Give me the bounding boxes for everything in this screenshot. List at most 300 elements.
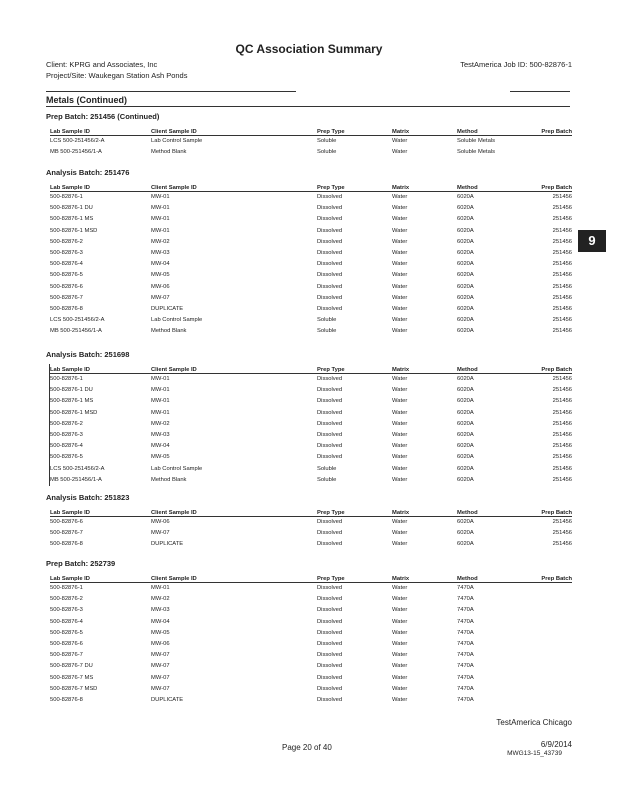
table-cell: 7470A bbox=[457, 596, 474, 603]
table-cell: 500-82876-8 bbox=[50, 697, 83, 704]
table-row bbox=[50, 452, 572, 463]
table-cell: 500-82876-1 MS bbox=[50, 398, 94, 405]
table-cell: 7470A bbox=[457, 663, 474, 670]
table-cell: Dissolved bbox=[317, 607, 343, 614]
table-cell: Dissolved bbox=[317, 596, 343, 603]
table-cell: 500-82876-6 bbox=[50, 283, 83, 290]
table-cell: MW-01 bbox=[151, 398, 170, 405]
table-cell: Soluble bbox=[317, 138, 337, 144]
footer-doc-id: MWG13-15_43739 bbox=[507, 750, 562, 757]
table-left-border bbox=[49, 364, 50, 486]
batch-title: Analysis Batch: 251476 bbox=[46, 168, 130, 177]
table-row bbox=[50, 594, 572, 605]
table-row bbox=[50, 441, 572, 452]
table-cell: 251456 bbox=[552, 328, 572, 335]
table-cell: 6020A bbox=[457, 465, 474, 472]
table-row bbox=[50, 237, 572, 248]
table-cell: 251456 bbox=[552, 317, 572, 324]
table-cell bbox=[517, 695, 572, 706]
table-cell: Dissolved bbox=[317, 432, 343, 439]
table-cell: Dissolved bbox=[317, 294, 343, 301]
column-header: Prep Type bbox=[317, 572, 392, 583]
table-cell: MW-03 bbox=[151, 607, 170, 614]
table-cell: Soluble bbox=[317, 317, 337, 324]
table-cell: Water bbox=[392, 283, 408, 290]
table-cell: 251456 bbox=[552, 420, 572, 427]
table-cell: Water bbox=[392, 585, 408, 591]
table-row bbox=[50, 430, 572, 441]
table-cell: 500-82876-2 bbox=[50, 420, 83, 427]
section-divider bbox=[46, 106, 570, 107]
table-cell: 251456 bbox=[552, 227, 572, 234]
table-cell: 6020A bbox=[457, 194, 474, 200]
table-row bbox=[50, 136, 572, 148]
table-cell: Dissolved bbox=[317, 216, 343, 223]
table-cell: MW-04 bbox=[151, 261, 170, 268]
table-cell: Water bbox=[392, 238, 408, 245]
table-cell: 6020A bbox=[457, 398, 474, 405]
client-name: Client: KPRG and Associates, Inc bbox=[46, 60, 158, 69]
table-cell: Lab Control Sample bbox=[151, 465, 203, 472]
table-cell: Lab Control Sample bbox=[151, 317, 203, 324]
table-cell: 500-82876-4 bbox=[50, 618, 83, 625]
table-cell: Water bbox=[392, 409, 408, 416]
column-header: Matrix bbox=[392, 125, 457, 136]
table-cell: Water bbox=[392, 250, 408, 257]
table-cell: 251456 bbox=[552, 465, 572, 472]
table-cell: 251456 bbox=[552, 443, 572, 450]
table-cell: Water bbox=[392, 420, 408, 427]
table-cell: 6020A bbox=[457, 420, 474, 427]
column-header: Method bbox=[457, 572, 517, 583]
column-header: Matrix bbox=[392, 506, 457, 517]
table-cell: 500-82876-2 bbox=[50, 238, 83, 245]
table-row bbox=[50, 528, 572, 539]
column-header: Method bbox=[457, 506, 517, 517]
table-cell: Water bbox=[392, 519, 408, 525]
table-cell: Dissolved bbox=[317, 663, 343, 670]
table-cell: 6020A bbox=[457, 317, 474, 324]
table-cell: Water bbox=[392, 306, 408, 313]
table-cell: MW-06 bbox=[151, 641, 170, 648]
table-cell: 500-82876-7 DU bbox=[50, 663, 93, 670]
table-row bbox=[50, 259, 572, 270]
table-cell: Water bbox=[392, 294, 408, 301]
table-cell: 500-82876-8 bbox=[50, 306, 83, 313]
table-cell: Dissolved bbox=[317, 250, 343, 257]
table-cell: 251456 bbox=[552, 216, 572, 223]
table-cell: Dissolved bbox=[317, 283, 343, 290]
table-cell: 251456 bbox=[552, 432, 572, 439]
table-cell: Water bbox=[392, 205, 408, 212]
table-cell: MW-07 bbox=[151, 530, 170, 537]
table-cell: MW-02 bbox=[151, 420, 170, 427]
table-cell: Water bbox=[392, 194, 408, 200]
table-cell: Water bbox=[392, 149, 408, 156]
column-header: Prep Type bbox=[317, 506, 392, 517]
table-cell: Water bbox=[392, 454, 408, 461]
table-cell: Dissolved bbox=[317, 420, 343, 427]
table-cell: 6020A bbox=[457, 476, 474, 483]
batch-table bbox=[50, 572, 572, 706]
table-cell: Dissolved bbox=[317, 530, 343, 537]
table-cell: Dissolved bbox=[317, 629, 343, 636]
table-cell: Dissolved bbox=[317, 674, 343, 681]
table-cell: 251456 bbox=[552, 409, 572, 416]
column-header: Client Sample ID bbox=[151, 181, 317, 192]
table-cell: Dissolved bbox=[317, 227, 343, 234]
table-cell bbox=[517, 661, 572, 672]
table-cell: Water bbox=[392, 663, 408, 670]
table-cell: 251456 bbox=[552, 238, 572, 245]
table-cell: MW-07 bbox=[151, 674, 170, 681]
table-row bbox=[50, 661, 572, 672]
table-cell: 7470A bbox=[457, 697, 474, 704]
table-cell: MW-05 bbox=[151, 272, 170, 279]
table-row bbox=[50, 248, 572, 259]
table-cell: 6020A bbox=[457, 530, 474, 537]
table-row bbox=[50, 282, 572, 293]
table-cell: MW-07 bbox=[151, 685, 170, 692]
table-cell: Water bbox=[392, 443, 408, 450]
project-site: Project/Site: Waukegan Station Ash Ponds bbox=[46, 71, 188, 80]
table-cell: 500-82876-1 bbox=[50, 585, 83, 591]
table-cell: MW-01 bbox=[151, 216, 170, 223]
table-cell: 6020A bbox=[457, 376, 474, 382]
table-cell: 500-82876-5 bbox=[50, 629, 83, 636]
table-cell bbox=[517, 594, 572, 605]
batch-table bbox=[50, 506, 572, 551]
table-cell: Dissolved bbox=[317, 541, 343, 548]
table-cell: Dissolved bbox=[317, 398, 343, 405]
table-row bbox=[50, 539, 572, 550]
table-cell: Dissolved bbox=[317, 272, 343, 279]
table-row bbox=[50, 684, 572, 695]
column-header: Lab Sample ID bbox=[50, 572, 151, 583]
table-row bbox=[50, 628, 572, 639]
table-cell: 500-82876-8 bbox=[50, 541, 83, 548]
table-cell: 500-82876-6 bbox=[50, 519, 83, 525]
table-cell: 6020A bbox=[457, 454, 474, 461]
table-cell: MW-07 bbox=[151, 652, 170, 659]
column-header: Prep Batch bbox=[517, 181, 572, 192]
table-cell: 500-82876-1 MS bbox=[50, 216, 94, 223]
table-cell: 6020A bbox=[457, 272, 474, 279]
table-cell: Dissolved bbox=[317, 387, 343, 394]
table-cell: 500-82876-6 bbox=[50, 641, 83, 648]
column-header: Prep Batch bbox=[517, 363, 572, 374]
table-header-row bbox=[50, 572, 572, 583]
table-cell bbox=[517, 639, 572, 650]
table-cell: 6020A bbox=[457, 443, 474, 450]
table-cell bbox=[517, 617, 572, 628]
table-cell: 251456 bbox=[552, 387, 572, 394]
batch-title: Prep Batch: 251456 (Continued) bbox=[46, 112, 160, 121]
batch-table bbox=[50, 125, 572, 158]
table-row bbox=[50, 304, 572, 315]
section-title: Metals (Continued) bbox=[46, 95, 127, 105]
job-id: TestAmerica Job ID: 500-82876-1 bbox=[460, 60, 572, 69]
table-cell: 500-82876-3 bbox=[50, 250, 83, 257]
table-cell: MW-05 bbox=[151, 629, 170, 636]
table-cell: Dissolved bbox=[317, 376, 343, 382]
table-row bbox=[50, 650, 572, 661]
table-cell: MW-01 bbox=[151, 409, 170, 416]
table-row bbox=[50, 326, 572, 337]
table-cell bbox=[517, 605, 572, 616]
table-row bbox=[50, 147, 572, 158]
batch-table bbox=[50, 181, 572, 338]
table-cell: 251456 bbox=[552, 250, 572, 257]
table-cell: Dissolved bbox=[317, 685, 343, 692]
table-cell: MW-01 bbox=[151, 376, 170, 382]
table-cell: 6020A bbox=[457, 294, 474, 301]
table-cell: MW-03 bbox=[151, 250, 170, 257]
column-header: Client Sample ID bbox=[151, 572, 317, 583]
column-header: Lab Sample ID bbox=[50, 181, 151, 192]
table-row bbox=[50, 214, 572, 225]
table-cell: MW-04 bbox=[151, 443, 170, 450]
column-header: Prep Batch bbox=[517, 506, 572, 517]
column-header: Prep Batch bbox=[517, 572, 572, 583]
table-cell: MW-01 bbox=[151, 205, 170, 212]
table-cell: Water bbox=[392, 476, 408, 483]
table-cell: MW-01 bbox=[151, 387, 170, 394]
table-cell: 251456 bbox=[552, 261, 572, 268]
table-cell: MW-04 bbox=[151, 618, 170, 625]
table-cell: Soluble Metals bbox=[457, 149, 496, 156]
table-cell: Soluble bbox=[317, 465, 337, 472]
column-header: Matrix bbox=[392, 363, 457, 374]
table-cell: 251456 bbox=[552, 376, 572, 382]
table-cell: Water bbox=[392, 138, 408, 144]
table-cell: Water bbox=[392, 398, 408, 405]
table-cell: 251456 bbox=[552, 398, 572, 405]
footer-page: Page 20 of 40 bbox=[282, 743, 332, 752]
header-divider-left bbox=[46, 91, 296, 92]
table-cell: MW-07 bbox=[151, 663, 170, 670]
table-cell: Water bbox=[392, 652, 408, 659]
table-cell: Method Blank bbox=[151, 149, 187, 156]
table-cell: Dissolved bbox=[317, 238, 343, 245]
table-cell: Soluble bbox=[317, 328, 337, 335]
table-cell bbox=[517, 673, 572, 684]
table-cell: 7470A bbox=[457, 674, 474, 681]
footer-company: TestAmerica Chicago bbox=[496, 718, 572, 727]
table-cell: Water bbox=[392, 328, 408, 335]
page-title: QC Association Summary bbox=[235, 42, 383, 56]
table-cell: Dissolved bbox=[317, 443, 343, 450]
table-cell: Dissolved bbox=[317, 194, 343, 200]
column-header: Matrix bbox=[392, 572, 457, 583]
column-header: Prep Type bbox=[317, 125, 392, 136]
table-cell: DUPLICATE bbox=[151, 306, 184, 313]
table-header-row bbox=[50, 506, 572, 517]
table-cell: Dissolved bbox=[317, 261, 343, 268]
table-cell bbox=[517, 628, 572, 639]
table-cell: 500-82876-7 bbox=[50, 530, 83, 537]
table-cell: 7470A bbox=[457, 585, 474, 591]
table-cell: MB 500-251456/1-A bbox=[50, 149, 102, 156]
table-cell: Water bbox=[392, 541, 408, 548]
table-cell: Water bbox=[392, 530, 408, 537]
table-cell: 251456 bbox=[552, 541, 572, 548]
table-cell: 6020A bbox=[457, 541, 474, 548]
table-cell: LCS 500-251456/2-A bbox=[50, 465, 105, 472]
table-cell: Water bbox=[392, 674, 408, 681]
table-cell bbox=[517, 583, 572, 595]
table-cell: Dissolved bbox=[317, 652, 343, 659]
table-cell: Water bbox=[392, 376, 408, 382]
table-cell: 500-82876-4 bbox=[50, 443, 83, 450]
table-cell: 251456 bbox=[552, 454, 572, 461]
table-cell bbox=[517, 684, 572, 695]
table-cell: 7470A bbox=[457, 652, 474, 659]
table-cell: 251456 bbox=[552, 476, 572, 483]
table-cell: Water bbox=[392, 387, 408, 394]
table-row bbox=[50, 673, 572, 684]
table-cell: 251456 bbox=[552, 194, 572, 200]
table-cell: 500-82876-1 DU bbox=[50, 205, 93, 212]
table-row bbox=[50, 583, 572, 595]
table-cell: Soluble bbox=[317, 476, 337, 483]
table-header-row bbox=[50, 181, 572, 192]
column-header: Client Sample ID bbox=[151, 506, 317, 517]
table-cell: 6020A bbox=[457, 216, 474, 223]
table-cell: DUPLICATE bbox=[151, 541, 184, 548]
table-cell: Water bbox=[392, 685, 408, 692]
table-cell: 7470A bbox=[457, 641, 474, 648]
table-cell: MB 500-251456/1-A bbox=[50, 328, 102, 335]
table-cell: 6020A bbox=[457, 261, 474, 268]
table-cell: 6020A bbox=[457, 227, 474, 234]
table-cell: Soluble bbox=[317, 149, 337, 156]
table-cell bbox=[517, 147, 572, 158]
table-cell: MW-03 bbox=[151, 432, 170, 439]
table-cell: Dissolved bbox=[317, 306, 343, 313]
table-cell: LCS 500-251456/2-A bbox=[50, 317, 105, 324]
batch-title: Analysis Batch: 251698 bbox=[46, 350, 130, 359]
table-cell: 500-82876-5 bbox=[50, 454, 83, 461]
table-cell: MW-06 bbox=[151, 519, 170, 525]
table-cell: 500-82876-1 MSD bbox=[50, 227, 98, 234]
table-row bbox=[50, 408, 572, 419]
table-cell: 500-82876-4 bbox=[50, 261, 83, 268]
table-cell: 6020A bbox=[457, 306, 474, 313]
table-cell: MB 500-251456/1-A bbox=[50, 476, 102, 483]
column-header: Lab Sample ID bbox=[50, 125, 151, 136]
table-cell: Water bbox=[392, 317, 408, 324]
table-cell: DUPLICATE bbox=[151, 697, 184, 704]
table-cell: Dissolved bbox=[317, 618, 343, 625]
table-cell bbox=[517, 650, 572, 661]
table-row bbox=[50, 226, 572, 237]
table-cell: 7470A bbox=[457, 629, 474, 636]
table-cell: Water bbox=[392, 629, 408, 636]
table-cell bbox=[517, 136, 572, 148]
column-header: Lab Sample ID bbox=[50, 506, 151, 517]
column-header: Client Sample ID bbox=[151, 125, 317, 136]
batch-title: Prep Batch: 252739 bbox=[46, 559, 116, 568]
table-cell: 500-82876-7 MSD bbox=[50, 685, 98, 692]
table-row bbox=[50, 695, 572, 706]
table-row bbox=[50, 203, 572, 214]
table-cell: 251456 bbox=[552, 272, 572, 279]
table-cell: LCS 500-251456/2-A bbox=[50, 138, 105, 144]
table-cell: Water bbox=[392, 272, 408, 279]
table-cell: Method Blank bbox=[151, 328, 187, 335]
table-row bbox=[50, 315, 572, 326]
table-cell: 500-82876-1 DU bbox=[50, 387, 93, 394]
table-cell: Dissolved bbox=[317, 454, 343, 461]
batch-title: Analysis Batch: 251823 bbox=[46, 493, 130, 502]
table-cell: 251456 bbox=[552, 294, 572, 301]
header-divider-right bbox=[510, 91, 570, 92]
table-cell: 500-82876-7 bbox=[50, 652, 83, 659]
table-cell: 6020A bbox=[457, 238, 474, 245]
column-header: Prep Batch bbox=[517, 125, 572, 136]
table-cell: Soluble Metals bbox=[457, 138, 496, 144]
table-row bbox=[50, 475, 572, 486]
table-cell: 6020A bbox=[457, 409, 474, 416]
table-cell: 500-82876-2 bbox=[50, 596, 83, 603]
table-cell: Dissolved bbox=[317, 585, 343, 591]
table-cell: MW-01 bbox=[151, 227, 170, 234]
table-cell: 6020A bbox=[457, 250, 474, 257]
column-header: Method bbox=[457, 125, 517, 136]
table-cell: 500-82876-7 MS bbox=[50, 674, 94, 681]
table-cell: Dissolved bbox=[317, 641, 343, 648]
table-cell: MW-02 bbox=[151, 238, 170, 245]
table-cell: Water bbox=[392, 641, 408, 648]
table-header-row bbox=[50, 363, 572, 374]
table-cell: 6020A bbox=[457, 519, 474, 525]
table-cell: Dissolved bbox=[317, 519, 343, 525]
table-cell: 6020A bbox=[457, 432, 474, 439]
table-cell: Water bbox=[392, 261, 408, 268]
column-header: Client Sample ID bbox=[151, 363, 317, 374]
table-cell: 6020A bbox=[457, 283, 474, 290]
table-cell: 251456 bbox=[552, 283, 572, 290]
column-header: Matrix bbox=[392, 181, 457, 192]
column-header: Method bbox=[457, 363, 517, 374]
table-cell: 6020A bbox=[457, 205, 474, 212]
table-cell: MW-05 bbox=[151, 454, 170, 461]
table-row bbox=[50, 270, 572, 281]
table-cell: Water bbox=[392, 618, 408, 625]
table-row bbox=[50, 517, 572, 529]
table-cell: 7470A bbox=[457, 607, 474, 614]
table-row bbox=[50, 385, 572, 396]
table-row bbox=[50, 396, 572, 407]
table-cell: 251456 bbox=[552, 519, 572, 525]
batch-table bbox=[50, 363, 572, 486]
table-cell: 500-82876-5 bbox=[50, 272, 83, 279]
column-header: Method bbox=[457, 181, 517, 192]
table-cell: Lab Control Sample bbox=[151, 138, 203, 144]
table-cell: 7470A bbox=[457, 618, 474, 625]
table-row bbox=[50, 419, 572, 430]
table-cell: Water bbox=[392, 432, 408, 439]
column-header: Lab Sample ID bbox=[50, 363, 151, 374]
table-cell: 251456 bbox=[552, 205, 572, 212]
table-cell: 500-82876-1 bbox=[50, 376, 83, 382]
column-header: Prep Type bbox=[317, 181, 392, 192]
table-cell: 251456 bbox=[552, 306, 572, 313]
table-cell: 500-82876-7 bbox=[50, 294, 83, 301]
table-cell: Water bbox=[392, 465, 408, 472]
table-cell: 7470A bbox=[457, 685, 474, 692]
